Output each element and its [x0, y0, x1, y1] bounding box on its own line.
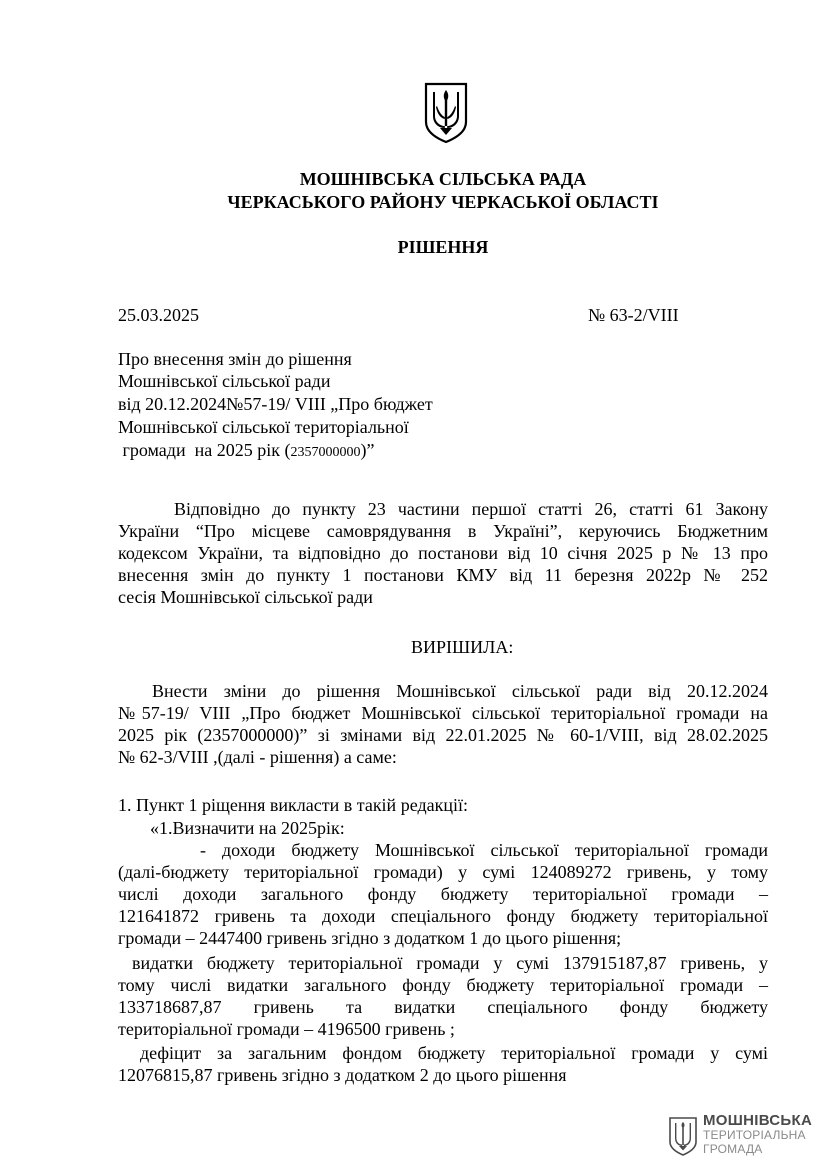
subject-line: від 20.12.2024№57-19/ VIII „Про бюджет	[118, 394, 433, 414]
text-line: №57-19/ VIII „Про бюджет Мошнівської сільської територіальної громади на	[118, 703, 768, 723]
subject-line: Мошнівської сільської територіальної	[118, 417, 409, 437]
community-logo-icon	[668, 1116, 698, 1156]
text-line: тому числі видатки загального фонду бюджету територіальної громади –	[118, 975, 768, 995]
text-line: громади – 2447400 гривень згідно з додатком 1 до цього рішення;	[118, 928, 622, 948]
intro-paragraph	[118, 680, 768, 768]
subject-line: Про внесення змін до рішення	[118, 349, 352, 369]
document-type: РІШЕННЯ	[397, 237, 489, 257]
text-line: 12076815,87 гривень згідно з додатком 2 до цього рішення	[118, 1065, 567, 1085]
expenses-paragraph	[118, 952, 768, 1040]
text-line: територіальної громади – 4196500 гривень ;	[118, 1019, 455, 1039]
org-name-line1: МОШНІВСЬКА СІЛЬСЬКА РАДА	[299, 169, 587, 189]
subject-line: громади на 2025 рік (2357000000)”	[118, 440, 375, 460]
text-line: кодексом України, та відповідно до постанови від 10 січня 2025 р № 13 про	[118, 543, 768, 563]
point1-title: 1. Пункт 1 ріщення викласти в такій редакції:	[118, 795, 468, 815]
deficit-paragraph	[118, 1042, 768, 1086]
logo-subtitle: ТЕРИТОРІАЛЬНА	[703, 1128, 806, 1142]
text-line: 133718687,87 гривень та видатки спеціального фонду бюджету	[118, 997, 768, 1017]
coat-of-arms-icon	[423, 82, 469, 144]
point1-subtitle: «1.Визначити на 2025рік:	[150, 818, 345, 838]
resolved-heading: ВИРІШИЛА:	[411, 637, 514, 657]
document-date: 25.03.2025	[118, 305, 199, 325]
logo-subtitle: ГРОМАДА	[703, 1142, 763, 1156]
text-line: 2025 рік (2357000000)” зі змінами від 22.01.2025 № 60-1/VIII, від 28.02.2025	[118, 725, 768, 745]
preamble-paragraph	[118, 498, 768, 608]
text-line: України “Про місцеве самоврядування в Україні”, керуючись Бюджетним	[118, 521, 768, 541]
text-line: 121641872 гривень та доходи спеціального фонду бюджету територіальної	[118, 906, 768, 926]
income-paragraph	[118, 839, 768, 949]
text-line: внесення змін до пункту 1 постанови КМУ від 11 березня 2022р № 252	[118, 565, 768, 585]
text-line: - доходи бюджету Мошнівської сільської територіальної громади	[200, 840, 768, 860]
text-line: (далі-бюджету територіальної громади) у сумі 124089272 гривень, у тому	[118, 862, 768, 882]
org-name-line2: ЧЕРКАСЬКОГО РАЙОНУ ЧЕРКАСЬКОЇ ОБЛАСТІ	[227, 192, 659, 212]
community-logo-text	[703, 1114, 812, 1156]
text-line: дефіцит за загальним фондом бюджету територіальної громади у сумі	[140, 1043, 768, 1063]
text-line: Відповідно до пункту 23 частини першої статті 26, статті 61 Закону	[174, 499, 768, 519]
budget-code: 2357000000	[290, 445, 361, 460]
document-number: № 63-2/VIII	[588, 305, 679, 325]
text-line: числі доходи загального фонду бюджету територіальної громади –	[118, 884, 768, 904]
text-line: № 62-3/VIII ,(далі - рішення) а саме:	[118, 747, 397, 767]
subject-line: Мошнівської сільської ради	[118, 371, 331, 391]
logo-title: МОШНІВСЬКА	[703, 1112, 813, 1129]
text-line: видатки бюджету територіальної громади у сумі 137915187,87 гривень, у	[132, 953, 768, 973]
text-line: сесія Мошнівської сільської ради	[118, 587, 373, 607]
text-line: Внести зміни до рішення Мошнівської сільської ради від 20.12.2024	[152, 681, 768, 701]
